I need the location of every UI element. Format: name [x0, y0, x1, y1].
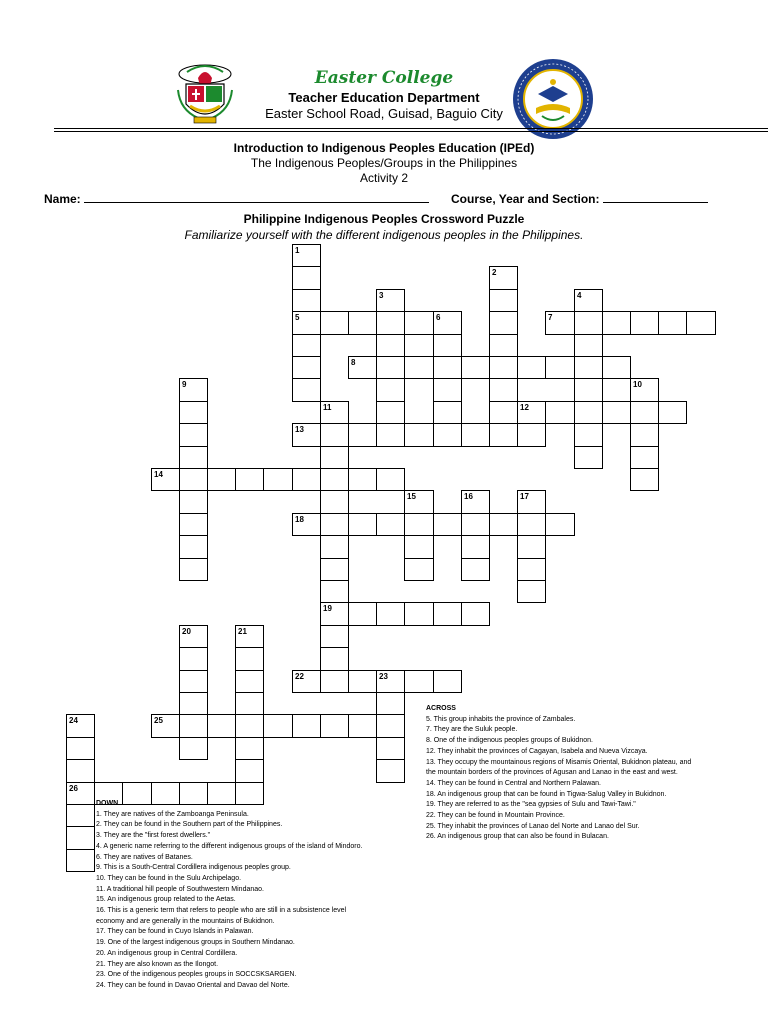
clue-number: 16 [464, 492, 473, 501]
crossword-cell[interactable] [179, 692, 208, 715]
clue-number: 20 [182, 627, 191, 636]
crossword-cell[interactable] [376, 423, 405, 447]
crossword-cell[interactable] [179, 490, 208, 514]
clue-number: 4 [577, 291, 582, 300]
crossword-cell[interactable] [348, 714, 377, 738]
across-clue: 5. This group inhabits the province of Zambales. [426, 715, 576, 723]
clue-number: 19 [323, 604, 332, 613]
clue-number: 3 [379, 291, 384, 300]
clue-number: 26 [69, 784, 78, 793]
crossword-cell[interactable] [461, 513, 490, 536]
crossword-cell[interactable] [376, 311, 405, 335]
clue-number: 17 [520, 492, 529, 501]
crossword-cell[interactable] [235, 468, 264, 491]
crossword-cell[interactable] [320, 423, 349, 447]
crossword-cell[interactable] [235, 647, 264, 671]
crossword-cell[interactable] [348, 670, 377, 693]
crossword-cell[interactable] [320, 490, 349, 514]
across-clues [426, 704, 691, 843]
down-clue: 1. They are natives of the Zamboanga Peninsula. [96, 810, 249, 818]
crossword-cell[interactable] [517, 535, 546, 559]
crossword-cell[interactable] [489, 401, 518, 424]
crossword-cell[interactable] [517, 513, 546, 536]
clue-number: 21 [238, 627, 247, 636]
crossword-cell[interactable] [292, 334, 321, 357]
crossword-cell[interactable] [404, 356, 434, 379]
clue-number: 14 [154, 470, 163, 479]
crossword-cell[interactable] [292, 714, 321, 738]
down-clue: 23. One of the indigenous peoples groups in SOCCSKSARGEN. [96, 971, 297, 979]
clue-number: 25 [154, 716, 163, 725]
crossword-cell[interactable] [320, 311, 349, 335]
crossword-cell[interactable] [376, 692, 405, 715]
clue-number: 13 [295, 425, 304, 434]
crossword-cell[interactable] [602, 311, 631, 335]
crossword-cell[interactable] [489, 378, 518, 402]
crossword-cell[interactable] [66, 826, 95, 850]
clue-number: 7 [548, 313, 553, 322]
crossword-cell[interactable] [574, 401, 603, 424]
crossword-cell[interactable] [433, 378, 462, 402]
clue-number: 10 [633, 380, 642, 389]
crossword-cell[interactable] [179, 468, 208, 491]
crossword-cell[interactable] [517, 580, 546, 603]
crossword-cell[interactable] [348, 602, 377, 626]
crossword-cell[interactable] [320, 446, 349, 469]
clue-number: 5 [295, 313, 300, 322]
crossword-cell[interactable] [545, 356, 575, 379]
crossword-cell[interactable] [489, 356, 518, 379]
crossword-cell[interactable] [433, 602, 462, 626]
crossword-cell[interactable] [433, 356, 462, 379]
crossword-cell[interactable] [179, 423, 208, 447]
puzzle-title: Philippine Indigenous Peoples Crossword Puzzle [243, 212, 525, 226]
clue-number: 6 [436, 313, 441, 322]
down-clue: 3. They are the "first forest dwellers." [96, 832, 211, 840]
clue-number: 11 [323, 403, 332, 412]
down-clue: 19. One of the largest indigenous groups in Southern Mindanao. [96, 939, 295, 947]
clue-number: 15 [407, 492, 416, 501]
crossword-cell[interactable] [235, 670, 264, 693]
crossword-cell[interactable] [66, 804, 95, 827]
crossword-cell[interactable] [376, 737, 405, 760]
crossword-cell[interactable] [207, 714, 236, 738]
crossword-cell[interactable] [179, 535, 208, 559]
down-clue: 17. They can be found in Cuyo Islands in Palawan. [96, 928, 254, 936]
crossword-cell[interactable] [320, 625, 349, 648]
across-clue: 19. They are referred to as the "sea gypsies of Sulu and Tawi-Tawi." [426, 801, 636, 809]
crossword-cell[interactable] [320, 714, 349, 738]
crossword-cell[interactable] [66, 849, 95, 872]
crossword-cell[interactable] [461, 423, 490, 447]
crossword-cell[interactable] [179, 737, 208, 760]
crossword-cell[interactable] [348, 423, 377, 447]
across-clue: 14. They can be found in Central and Northern Palawan. [426, 779, 601, 787]
across-heading: ACROSS [426, 705, 456, 712]
crossword-cell[interactable] [404, 670, 434, 693]
crossword-cell[interactable] [348, 513, 377, 536]
header-divider-bottom [54, 131, 768, 132]
clue-number: 9 [182, 380, 187, 389]
across-clue: 22. They can be found in Mountain Province. [426, 812, 565, 820]
down-clue: 20. An indigenous group in Central Cordillera. [96, 949, 238, 957]
down-clue: 24. They can be found in Davao Oriental and Davao del Norte. [96, 981, 290, 989]
crossword-cell[interactable] [207, 468, 236, 491]
puzzle-subtitle: Familiarize yourself with the different indigenous peoples in the Philippines. [184, 228, 584, 242]
crossword-cell[interactable] [179, 401, 208, 424]
crossword-cell[interactable] [574, 423, 603, 447]
crossword-cell[interactable] [376, 602, 405, 626]
crossword-cell[interactable] [630, 446, 659, 469]
down-clue: 11. A traditional hill people of Southwestern Mindanao. [96, 885, 264, 893]
clue-number: 23 [379, 672, 388, 681]
crossword-cell[interactable] [404, 602, 434, 626]
down-clue: 16. This is a generic term that refers to people who are still in a subsistence level [96, 907, 347, 915]
crossword-cell[interactable] [376, 356, 405, 379]
crossword-cell[interactable] [517, 356, 546, 379]
crossword-cell[interactable] [320, 647, 349, 671]
across-clue: 26. An indigenous group that can also be found in Bulacan. [426, 833, 609, 841]
crossword-cell[interactable] [433, 670, 462, 693]
crossword-cell[interactable] [461, 535, 490, 559]
course-field[interactable] [451, 191, 708, 206]
crossword-cell[interactable] [320, 580, 349, 603]
crossword-cell[interactable] [517, 423, 546, 447]
crossword-cell[interactable] [320, 535, 349, 559]
clue-number: 1 [295, 246, 300, 255]
activity-title: Introduction to Indigenous Peoples Education (IPEd) [233, 141, 535, 155]
clue-number: 2 [492, 268, 497, 277]
crossword-cell[interactable] [630, 401, 659, 424]
crossword-cell[interactable] [320, 513, 349, 536]
crossword-cell[interactable] [461, 356, 490, 379]
across-clue: 7. They are the Suluk people. [426, 726, 518, 734]
clue-number: 22 [295, 672, 304, 681]
clue-number: 8 [351, 358, 356, 367]
crossword-cell[interactable] [179, 714, 208, 738]
crossword-cell[interactable] [376, 401, 405, 424]
across-clue: 8. One of the indigenous peoples groups of Bukidnon. [426, 737, 593, 745]
header-divider-top [54, 128, 768, 129]
name-field[interactable] [44, 191, 429, 206]
crossword-cell[interactable] [461, 602, 490, 626]
crossword-cell[interactable] [376, 513, 405, 536]
down-clue: 9. This is a South-Central Cordillera indigenous peoples group. [96, 864, 291, 872]
activity-subtitle: The Indigenous Peoples/Groups in the Philippines [250, 156, 518, 170]
course-blank-line[interactable] [603, 191, 708, 203]
crossword-cell[interactable] [376, 714, 405, 738]
crossword-cell[interactable] [404, 558, 434, 581]
across-clue: the mountain borders of the provinces of Agusan and Lanao in the east and west. [426, 769, 678, 777]
crossword-cell[interactable] [545, 513, 575, 536]
crossword-cell[interactable] [263, 468, 293, 491]
crossword-cell[interactable] [320, 558, 349, 581]
across-clue: 13. They occupy the mountainous regions of Misamis Oriental, Bukidnon plateau, and [426, 758, 692, 766]
crossword-cell[interactable] [489, 334, 518, 357]
crossword-cell[interactable] [263, 714, 293, 738]
crossword-cell[interactable] [404, 535, 434, 559]
department-name: Teacher Education Department [288, 90, 480, 105]
crossword-cell[interactable] [179, 446, 208, 469]
crossword-cell[interactable] [517, 558, 546, 581]
course-label: Course, Year and Section: [451, 192, 600, 206]
across-clue: 25. They inhabit the provinces of Lanao del Norte and Lanao del Sur. [426, 822, 640, 830]
crossword-cell[interactable] [376, 468, 405, 491]
crossword-cell[interactable] [433, 334, 462, 357]
crossword-cell[interactable] [433, 423, 462, 447]
crossword-cell[interactable] [376, 759, 405, 783]
crossword-cell[interactable] [348, 311, 377, 335]
crossword-cell[interactable] [574, 446, 603, 469]
down-clue: economy and are generally in the mountains of Bukidnon. [96, 917, 275, 925]
crossword-cell[interactable] [574, 311, 603, 335]
down-clue: 6. They are natives of Batanes. [96, 853, 193, 861]
crossword-cell[interactable] [292, 356, 321, 379]
crossword-cell[interactable] [376, 334, 405, 357]
crossword-cell[interactable] [292, 378, 321, 402]
across-clue: 18. An indigenous group that can be found in Tigwa-Salug Valley in Bukidnon. [426, 790, 667, 798]
crossword-cell[interactable] [686, 311, 716, 335]
crossword-cell[interactable] [320, 670, 349, 693]
crossword-cell[interactable] [235, 737, 264, 760]
crossword-cell[interactable] [179, 558, 208, 581]
crossword-cell[interactable] [292, 266, 321, 290]
crossword-cell[interactable] [461, 558, 490, 581]
crossword-cell[interactable] [574, 356, 603, 379]
crossword-cell[interactable] [602, 356, 631, 379]
down-clue: 15. An indigenous group related to the Aetas. [96, 896, 236, 904]
crossword-cell[interactable] [630, 311, 659, 335]
crossword-cell[interactable] [66, 759, 95, 783]
crossword-cell[interactable] [404, 423, 434, 447]
down-clue: 10. They can be found in the Sulu Archipelago. [96, 874, 242, 882]
clue-number: 12 [520, 403, 529, 412]
crossword-cell[interactable] [433, 401, 462, 424]
crossword-cell[interactable] [658, 311, 687, 335]
crossword-cell[interactable] [320, 468, 349, 491]
crossword-cell[interactable] [602, 401, 631, 424]
college-address: Easter School Road, Guisad, Baguio City [265, 106, 503, 121]
crossword-cell[interactable] [235, 714, 264, 738]
crossword-cell[interactable] [545, 401, 575, 424]
clue-number: 18 [295, 515, 304, 524]
crossword-cell[interactable] [179, 670, 208, 693]
crossword-cell[interactable] [574, 334, 603, 357]
crossword-cell[interactable] [66, 737, 95, 760]
crossword-cell[interactable] [489, 289, 518, 312]
name-label: Name: [44, 192, 81, 206]
crossword-cell[interactable] [179, 647, 208, 671]
crossword-cell[interactable] [292, 468, 321, 491]
crossword-cell[interactable] [404, 513, 434, 536]
crossword-cell[interactable] [235, 759, 264, 783]
clue-number: 24 [69, 716, 78, 725]
crossword-cell[interactable] [574, 378, 603, 402]
crossword-cell[interactable] [630, 423, 659, 447]
crossword-cell[interactable] [433, 513, 462, 536]
crossword-cell[interactable] [235, 692, 264, 715]
across-clue: 12. They inhabit the provinces of Cagayan, Isabela and Nueva Vizcaya. [426, 747, 648, 755]
name-blank-line[interactable] [84, 191, 429, 203]
college-name: Easter College [314, 68, 454, 88]
crossword-cell[interactable] [630, 468, 659, 491]
down-clue: 4. A generic name referring to the different indigenous groups of the island of Mindoro. [96, 842, 363, 850]
crossword-cell[interactable] [376, 378, 405, 402]
down-clue: 21. They are also known as the Ilongot. [96, 960, 219, 968]
crossword-cell[interactable] [489, 513, 518, 536]
crossword-cell[interactable] [489, 311, 518, 335]
crossword-cell[interactable] [179, 513, 208, 536]
crossword-cell[interactable] [404, 311, 434, 335]
down-clues [96, 799, 362, 992]
down-heading: DOWN [96, 800, 119, 807]
activity-number: Activity 2 [359, 171, 408, 185]
crossword-cell[interactable] [292, 289, 321, 312]
down-clue: 2. They can be found in the Southern part of the Philippines. [96, 821, 283, 829]
crossword-cell[interactable] [658, 401, 687, 424]
crossword-cell[interactable] [348, 468, 377, 491]
crossword-cell[interactable] [489, 423, 518, 447]
